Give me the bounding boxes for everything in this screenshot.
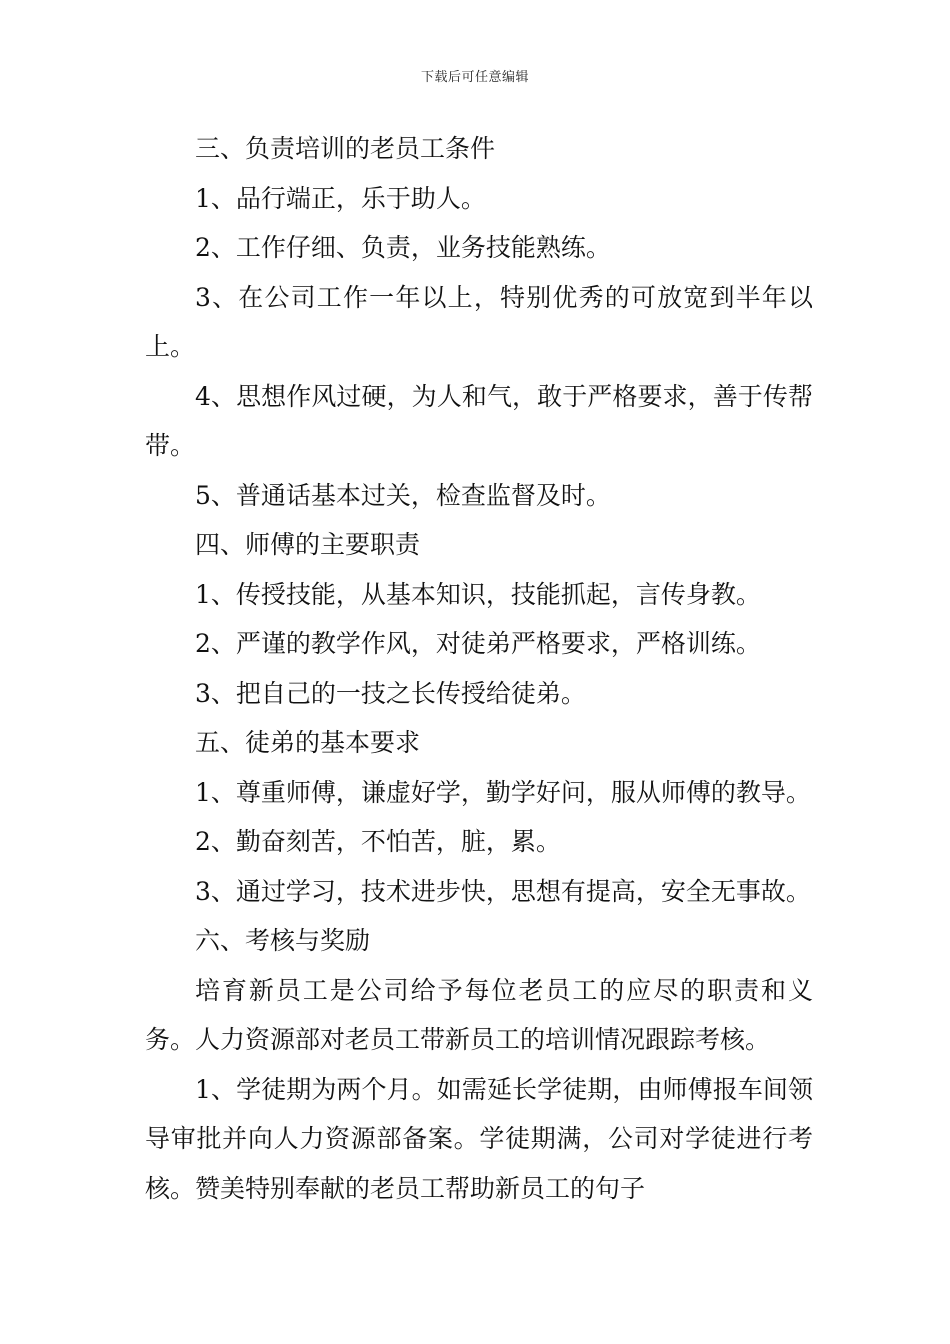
list-item: 3、通过学习，技术进步快，思想有提高，安全无事故。 [195, 876, 811, 906]
section-heading-4: 四、师傅的主要职责 [195, 530, 421, 559]
list-item: 3、在公司工作一年以上，特别优秀的可放宽到半年以上。 [145, 282, 813, 361]
body-paragraph: 培育新员工是公司给予每位老员工的应尽的职责和义务。人力资源部对老员工带新员工的培训情况跟踪考核。 [145, 975, 813, 1054]
section-heading-6: 六、考核与奖励 [195, 926, 371, 955]
section-heading-3: 三、负责培训的老员工条件 [195, 134, 496, 163]
list-item: 1、学徒期为两个月。如需延长学徒期，由师傅报车间领导审批并向人力资源部备案。学徒期满，公司对学徒进行考核。赞美特别奉献的老员工帮助新员工的句子 [145, 1074, 813, 1203]
list-item: 2、工作仔细、负责，业务技能熟练。 [195, 233, 611, 262]
list-item: 5、普通话基本过关，检查监督及时。 [195, 480, 611, 510]
list-item: 2、严谨的教学作风，对徒弟严格要求，严格训练。 [195, 629, 761, 658]
list-item: 4、思想作风过硬，为人和气，敢于严格要求，善于传帮带。 [145, 381, 813, 460]
document-body [145, 124, 813, 1213]
list-item: 1、尊重师傅，谦虚好学，勤学好问，服从师傅的教导。 [195, 777, 811, 807]
list-item: 1、品行端正，乐于助人。 [195, 183, 486, 213]
list-item: 3、把自己的一技之长传授给徒弟。 [195, 678, 586, 708]
list-item: 2、勤奋刻苦，不怕苦，脏，累。 [195, 827, 561, 856]
section-heading-5: 五、徒弟的基本要求 [195, 728, 421, 757]
page-header: 下载后可任意编辑 [420, 70, 529, 85]
list-item: 1、传授技能，从基本知识，技能抓起，言传身教。 [195, 579, 761, 609]
